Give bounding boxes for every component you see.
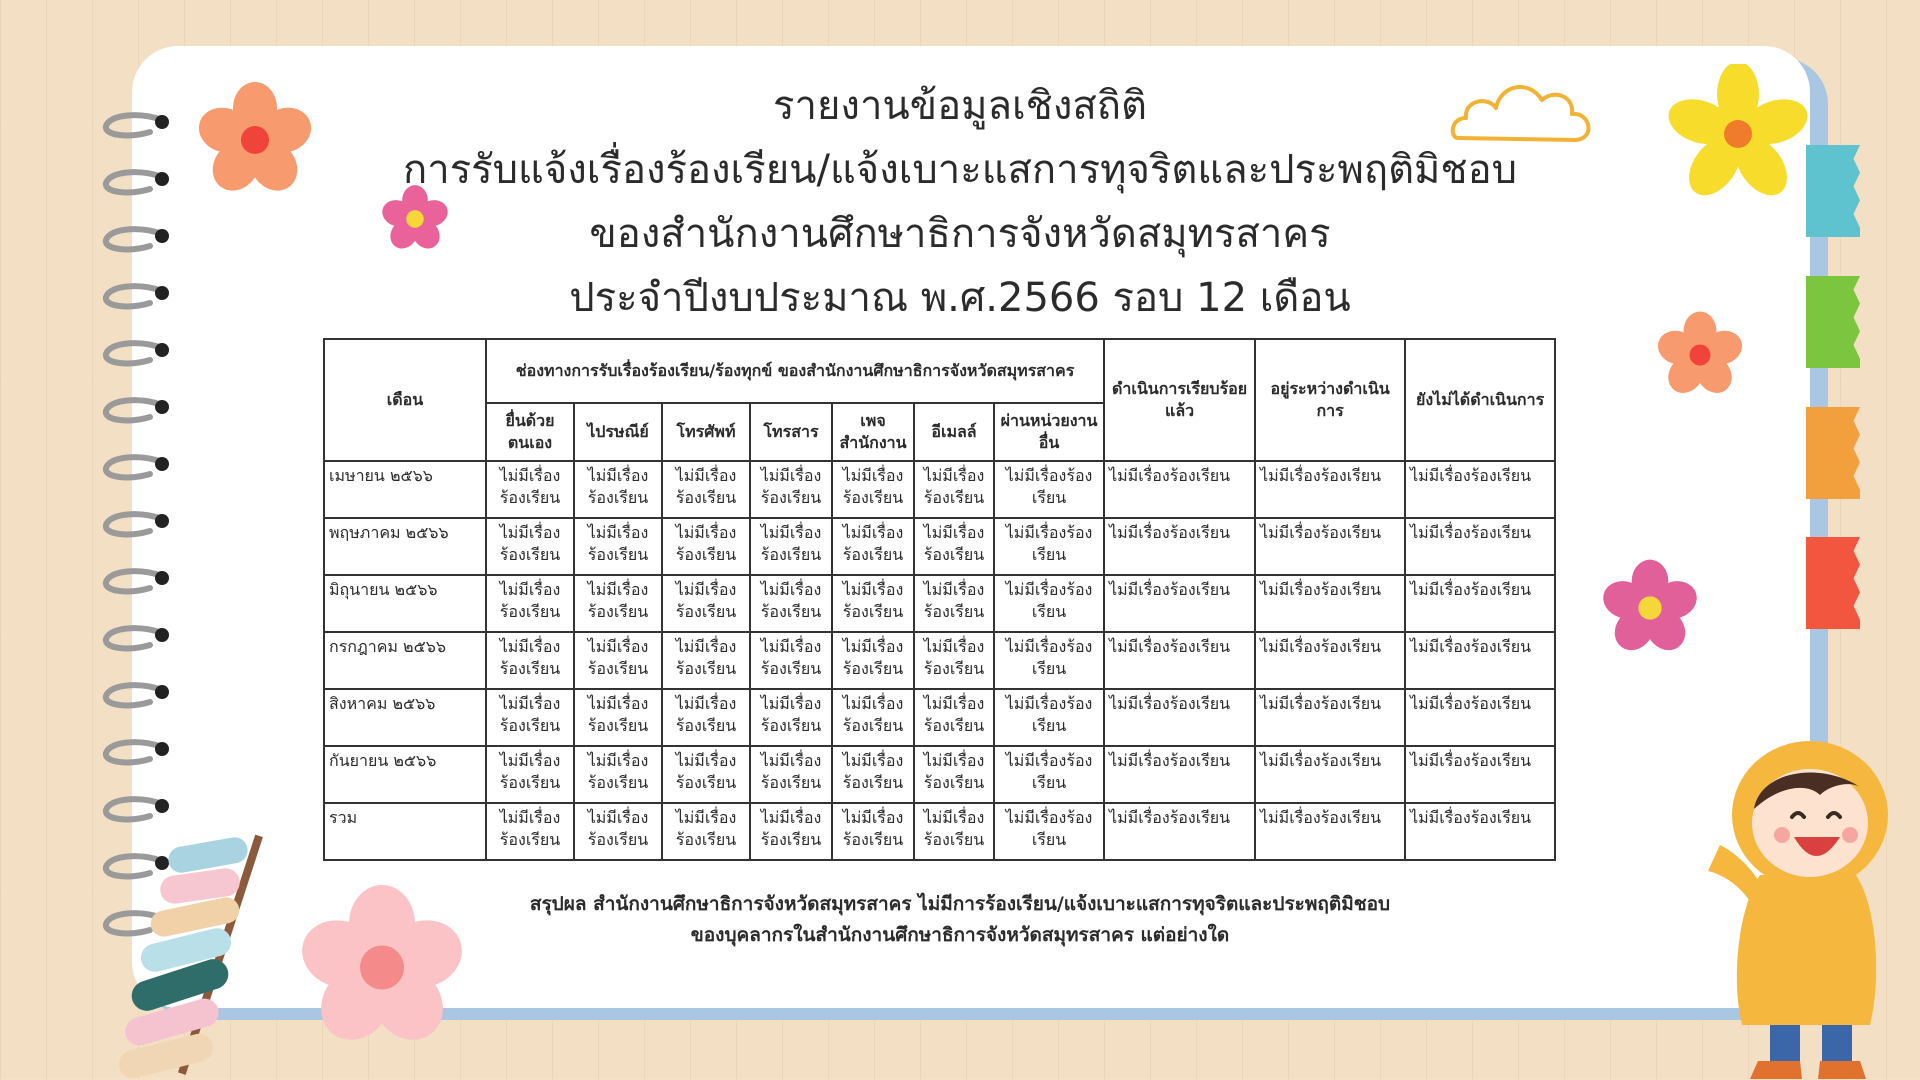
- status-value-cell: ไม่มีเรื่องร้องเรียน: [1104, 575, 1255, 632]
- channel-header-email: อีเมลล์: [914, 403, 994, 461]
- channel-value-cell: ไม่มีเรื่องร้องเรียน: [994, 689, 1104, 746]
- channel-value-cell: ไม่มีเรื่องร้องเรียน: [750, 632, 832, 689]
- channel-value-cell: ไม่มีเรื่องร้องเรียน: [750, 689, 832, 746]
- channel-value-cell: ไม่มีเรื่องร้องเรียน: [914, 689, 994, 746]
- channel-value-cell: ไม่มีเรื่องร้องเรียน: [914, 632, 994, 689]
- channel-value-cell: ไม่มีเรื่องร้องเรียน: [832, 461, 914, 518]
- channel-value-cell: ไม่มีเรื่องร้องเรียน: [832, 632, 914, 689]
- status-value-cell: ไม่มีเรื่องร้องเรียน: [1405, 518, 1555, 575]
- table-row: [324, 689, 1555, 746]
- status-value-cell: ไม่มีเรื่องร้องเรียน: [1405, 461, 1555, 518]
- channel-value-cell: ไม่มีเรื่องร้องเรียน: [832, 803, 914, 860]
- status-value-cell: ไม่มีเรื่องร้องเรียน: [1405, 632, 1555, 689]
- channel-value-cell: ไม่มีเรื่องร้องเรียน: [750, 575, 832, 632]
- status-value-cell: ไม่มีเรื่องร้องเรียน: [1255, 803, 1405, 860]
- channel-value-cell: ไม่มีเรื่องร้องเรียน: [574, 746, 662, 803]
- channel-header-office-page: เพจสำนักงาน: [832, 403, 914, 461]
- report-title-line-1: รายงานข้อมูลเชิงสถิติ: [773, 83, 1147, 129]
- table-row: [324, 461, 1555, 518]
- table-row: [324, 746, 1555, 803]
- month-cell: เมษายน ๒๕๖๖: [324, 461, 486, 518]
- channel-value-cell: ไม่มีเรื่องร้องเรียน: [574, 803, 662, 860]
- channels-group-header: ช่องทางการรับเรื่องร้องเรียน/ร้องทุกข์ ของสำนักงานศึกษาธิการจังหวัดสมุทรสาคร: [486, 339, 1104, 403]
- status-value-cell: ไม่มีเรื่องร้องเรียน: [1104, 689, 1255, 746]
- table-row: [324, 632, 1555, 689]
- channel-header-post: ไปรษณีย์: [574, 403, 662, 461]
- spiral-ring: [100, 338, 170, 368]
- status-value-cell: ไม่มีเรื่องร้องเรียน: [1405, 803, 1555, 860]
- status-value-cell: ไม่มีเรื่องร้องเรียน: [1405, 746, 1555, 803]
- report-title-line-4: ประจำปีงบประมาณ พ.ศ.2566 รอบ 12 เดือน: [569, 275, 1351, 321]
- month-cell: มิถุนายน ๒๕๖๖: [324, 575, 486, 632]
- channel-value-cell: ไม่มีเรื่องร้องเรียน: [914, 518, 994, 575]
- channel-value-cell: ไม่มีเรื่องร้องเรียน: [486, 803, 574, 860]
- flower-icon: [1600, 558, 1700, 658]
- stacked-stones-illustration: [110, 820, 280, 1080]
- table-row: [324, 518, 1555, 575]
- status-value-cell: ไม่มีเรื่องร้องเรียน: [1405, 575, 1555, 632]
- month-cell: กันยายน ๒๕๖๖: [324, 746, 486, 803]
- channel-value-cell: ไม่มีเรื่องร้องเรียน: [486, 461, 574, 518]
- status-value-cell: ไม่มีเรื่องร้องเรียน: [1255, 632, 1405, 689]
- spiral-ring: [100, 737, 170, 767]
- channel-value-cell: ไม่มีเรื่องร้องเรียน: [662, 461, 750, 518]
- status-value-cell: ไม่มีเรื่องร้องเรียน: [1255, 746, 1405, 803]
- channel-value-cell: ไม่มีเรื่องร้องเรียน: [486, 632, 574, 689]
- channel-value-cell: ไม่มีเรื่องร้องเรียน: [662, 632, 750, 689]
- channel-value-cell: ไม่มีเรื่องร้องเรียน: [832, 746, 914, 803]
- channel-value-cell: ไม่มีเรื่องร้องเรียน: [994, 803, 1104, 860]
- tab-red: [1806, 537, 1860, 629]
- status-value-cell: ไม่มีเรื่องร้องเรียน: [1255, 575, 1405, 632]
- status-value-cell: ไม่มีเรื่องร้องเรียน: [1104, 632, 1255, 689]
- tab-orange: [1806, 407, 1860, 499]
- status-value-cell: ไม่มีเรื่องร้องเรียน: [1104, 746, 1255, 803]
- channel-value-cell: ไม่มีเรื่องร้องเรียน: [832, 575, 914, 632]
- spiral-ring: [100, 395, 170, 425]
- month-cell: รวม: [324, 803, 486, 860]
- status-value-cell: ไม่มีเรื่องร้องเรียน: [1405, 689, 1555, 746]
- month-cell: กรกฎาคม ๒๕๖๖: [324, 632, 486, 689]
- channel-header-other-agency: ผ่านหน่วยงานอื่น: [994, 403, 1104, 461]
- channel-value-cell: ไม่มีเรื่องร้องเรียน: [994, 518, 1104, 575]
- status-value-cell: ไม่มีเรื่องร้องเรียน: [1255, 689, 1405, 746]
- channel-value-cell: ไม่มีเรื่องร้องเรียน: [994, 746, 1104, 803]
- channel-value-cell: ไม่มีเรื่องร้องเรียน: [574, 461, 662, 518]
- channel-value-cell: ไม่มีเรื่องร้องเรียน: [750, 461, 832, 518]
- channel-value-cell: ไม่มีเรื่องร้องเรียน: [994, 632, 1104, 689]
- month-column-header: เดือน: [324, 339, 486, 461]
- spiral-ring: [100, 566, 170, 596]
- channel-value-cell: ไม่มีเรื่องร้องเรียน: [486, 689, 574, 746]
- channel-value-cell: ไม่มีเรื่องร้องเรียน: [662, 518, 750, 575]
- channel-value-cell: ไม่มีเรื่องร้องเรียน: [574, 689, 662, 746]
- month-cell: พฤษภาคม ๒๕๖๖: [324, 518, 486, 575]
- channel-value-cell: ไม่มีเรื่องร้องเรียน: [750, 746, 832, 803]
- channel-value-cell: ไม่มีเรื่องร้องเรียน: [832, 518, 914, 575]
- channel-value-cell: ไม่มีเรื่องร้องเรียน: [750, 803, 832, 860]
- channel-value-cell: ไม่มีเรื่องร้องเรียน: [914, 461, 994, 518]
- status-value-cell: ไม่มีเรื่องร้องเรียน: [1104, 461, 1255, 518]
- channel-value-cell: ไม่มีเรื่องร้องเรียน: [486, 746, 574, 803]
- status-header-completed: ดำเนินการเรียบร้อยแล้ว: [1104, 339, 1255, 461]
- spiral-ring: [100, 452, 170, 482]
- channel-value-cell: ไม่มีเรื่องร้องเรียน: [574, 632, 662, 689]
- channel-value-cell: ไม่มีเรื่องร้องเรียน: [994, 575, 1104, 632]
- channel-value-cell: ไม่มีเรื่องร้องเรียน: [486, 575, 574, 632]
- channel-value-cell: ไม่มีเรื่องร้องเรียน: [914, 575, 994, 632]
- summary-line-1: สรุปผล สำนักงานศึกษาธิการจังหวัดสมุทรสาคร ไม่มีการร้องเรียน/แจ้งเบาะแสการทุจริตและประพฤติมิชอบ: [529, 893, 1391, 915]
- status-header-in-progress: อยู่ระหว่างดำเนินการ: [1255, 339, 1405, 461]
- status-value-cell: ไม่มีเรื่องร้องเรียน: [1104, 803, 1255, 860]
- channel-value-cell: ไม่มีเรื่องร้องเรียน: [914, 803, 994, 860]
- report-title-line-2: การรับแจ้งเรื่องร้องเรียน/แจ้งเบาะแสการทุจริตและประพฤติมิชอบ: [403, 147, 1517, 193]
- channel-value-cell: ไม่มีเรื่องร้องเรียน: [750, 518, 832, 575]
- channel-value-cell: ไม่มีเรื่องร้องเรียน: [662, 689, 750, 746]
- month-cell: สิงหาคม ๒๕๖๖: [324, 689, 486, 746]
- channel-value-cell: ไม่มีเรื่องร้องเรียน: [486, 518, 574, 575]
- channel-header-in-person: ยื่นด้วยตนเอง: [486, 403, 574, 461]
- summary-line-2: ของบุคลากรในสำนักงานศึกษาธิการจังหวัดสมุทรสาคร แต่อย่างใด: [690, 924, 1230, 946]
- spiral-ring: [100, 680, 170, 710]
- channel-value-cell: ไม่มีเรื่องร้องเรียน: [574, 518, 662, 575]
- channel-value-cell: ไม่มีเรื่องร้องเรียน: [662, 803, 750, 860]
- channel-value-cell: ไม่มีเรื่องร้องเรียน: [914, 746, 994, 803]
- channel-value-cell: ไม่มีเรื่องร้องเรียน: [832, 689, 914, 746]
- status-header-not-started: ยังไม่ได้ดำเนินการ: [1405, 339, 1555, 461]
- channel-value-cell: ไม่มีเรื่องร้องเรียน: [662, 746, 750, 803]
- spiral-ring: [100, 623, 170, 653]
- channel-header-fax: โทรสาร: [750, 403, 832, 461]
- status-value-cell: ไม่มีเรื่องร้องเรียน: [1255, 518, 1405, 575]
- table-row: [324, 803, 1555, 860]
- channel-value-cell: ไม่มีเรื่องร้องเรียน: [574, 575, 662, 632]
- status-value-cell: ไม่มีเรื่องร้องเรียน: [1104, 518, 1255, 575]
- spiral-ring: [100, 509, 170, 539]
- report-title-line-3: ของสำนักงานศึกษาธิการจังหวัดสมุทรสาคร: [589, 211, 1331, 257]
- channel-header-phone: โทรศัพท์: [662, 403, 750, 461]
- channel-value-cell: ไม่มีเรื่องร้องเรียน: [994, 461, 1104, 518]
- table-row: [324, 575, 1555, 632]
- complaint-statistics-table: [323, 338, 1556, 861]
- flower-icon: [1655, 310, 1745, 400]
- status-value-cell: ไม่มีเรื่องร้องเรียน: [1255, 461, 1405, 518]
- channel-value-cell: ไม่มีเรื่องร้องเรียน: [662, 575, 750, 632]
